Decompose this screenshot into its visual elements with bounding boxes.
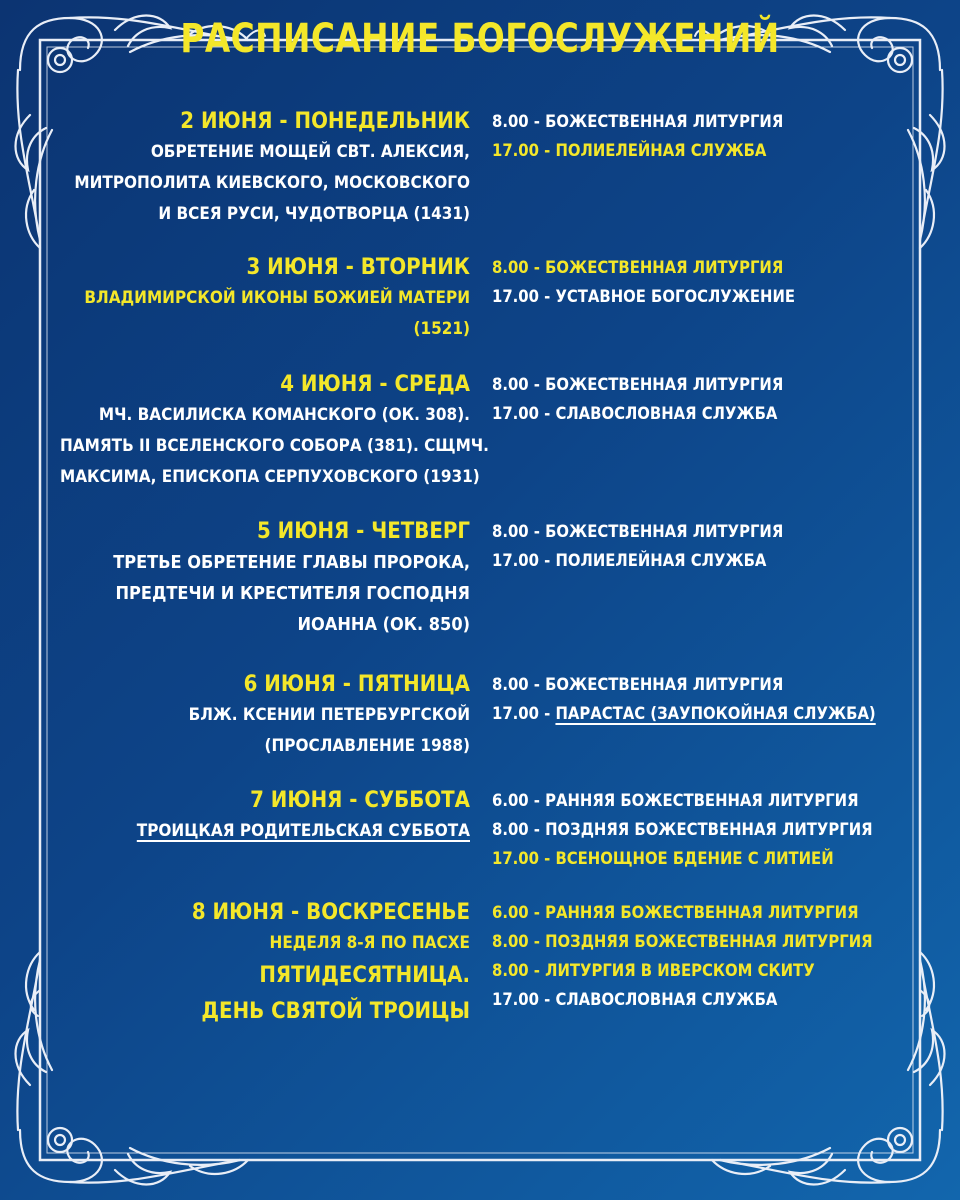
day-heading: 8 ИЮНЯ - ВОСКРЕСЕНЬЕ [191, 900, 470, 925]
service-time-prefix: 17.00 - [492, 704, 556, 723]
day-entry [60, 517, 940, 640]
day-heading: 6 ИЮНЯ - ПЯТНИЦА [243, 672, 470, 697]
feast-title: ПЯТИДЕСЯТНИЦА. [259, 963, 470, 988]
feast-description: ТРЕТЬЕ ОБРЕТЕНИЕ ГЛАВЫ ПРОРОКА, [113, 552, 470, 573]
service-time: 6.00 - РАННЯЯ БОЖЕСТВЕННАЯ ЛИТУРГИЯ [492, 791, 859, 810]
service-time: 6.00 - РАННЯЯ БОЖЕСТВЕННАЯ ЛИТУРГИЯ [492, 903, 859, 922]
feast-description: МАКСИМА, ЕПИСКОПА СЕРПУХОВСКОГО (1931) [60, 467, 480, 487]
service-time: 8.00 - БОЖЕСТВЕННАЯ ЛИТУРГИЯ [492, 522, 784, 541]
feast-description: МЧ. ВАСИЛИСКА КОМАНСКОГО (ОК. 308). [98, 405, 470, 425]
day-heading: 4 ИЮНЯ - СРЕДА [280, 372, 470, 397]
week-label: НЕДЕЛЯ 8-Я ПО ПАСХЕ [269, 933, 470, 953]
feast-description: ИОАННА (ОК. 850) [297, 614, 470, 635]
service-time: 8.00 - БОЖЕСТВЕННАЯ ЛИТУРГИЯ [492, 112, 784, 131]
feast-description: (ПРОСЛАВЛЕНИЕ 1988) [264, 736, 470, 756]
service-time [492, 699, 922, 728]
day-entry [60, 898, 940, 1030]
feast-description: БЛЖ. КСЕНИИ ПЕТЕРБУРГСКОЙ [188, 705, 470, 725]
feast-description: (1521) [413, 319, 470, 339]
service-time: 8.00 - ПОЗДНЯЯ БОЖЕСТВЕННАЯ ЛИТУРГИЯ [492, 932, 873, 951]
day-entry [60, 107, 940, 230]
feast-description: И ВСЕЯ РУСИ, ЧУДОТВОРЦА (1431) [158, 204, 470, 224]
feast-description: ПРЕДТЕЧИ И КРЕСТИТЕЛЯ ГОСПОДНЯ [115, 583, 470, 604]
day-heading: 2 ИЮНЯ - ПОНЕДЕЛЬНИК [180, 109, 470, 134]
day-entry [60, 253, 940, 345]
feast-link[interactable]: ТРОИЦКАЯ РОДИТЕЛЬСКАЯ СУББОТА [136, 821, 470, 841]
service-time: 17.00 - УСТАВНОЕ БОГОСЛУЖЕНИЕ [492, 287, 796, 306]
day-entry [60, 670, 940, 762]
service-time: 17.00 - СЛАВОСЛОВНАЯ СЛУЖБА [492, 990, 778, 1009]
service-time: 8.00 - БОЖЕСТВЕННАЯ ЛИТУРГИЯ [492, 375, 784, 394]
feast-description: ОБРЕТЕНИЕ МОЩЕЙ СВТ. АЛЕКСИЯ, [150, 142, 470, 162]
service-time: 8.00 - БОЖЕСТВЕННАЯ ЛИТУРГИЯ [492, 675, 784, 694]
day-entry [60, 370, 940, 493]
day-heading: 5 ИЮНЯ - ЧЕТВЕРГ [257, 519, 470, 544]
service-time: 8.00 - ЛИТУРГИЯ В ИВЕРСКОМ СКИТУ [492, 961, 815, 980]
day-entry [60, 786, 940, 873]
feast-description: ПАМЯТЬ II ВСЕЛЕНСКОГО СОБОРА (381). СЩМЧ. [60, 436, 489, 456]
service-time: 17.00 - ПОЛИЕЛЕЙНАЯ СЛУЖБА [492, 141, 767, 160]
service-time: 17.00 - ВСЕНОЩНОЕ БДЕНИЕ С ЛИТИЕЙ [492, 849, 834, 868]
feast-description: ВЛАДИМИРСКОЙ ИКОНЫ БОЖИЕЙ МАТЕРИ [84, 288, 470, 308]
service-time: 8.00 - ПОЗДНЯЯ БОЖЕСТВЕННАЯ ЛИТУРГИЯ [492, 820, 873, 839]
day-heading: 3 ИЮНЯ - ВТОРНИК [246, 255, 470, 280]
page-title: РАСПИСАНИЕ БОГОСЛУЖЕНИЙ [180, 16, 780, 62]
service-time: 17.00 - ПОЛИЕЛЕЙНАЯ СЛУЖБА [492, 551, 767, 570]
day-heading: 7 ИЮНЯ - СУББОТА [250, 788, 470, 813]
service-time: 17.00 - СЛАВОСЛОВНАЯ СЛУЖБА [492, 404, 778, 423]
feast-title: ДЕНЬ СВЯТОЙ ТРОИЦЫ [201, 999, 470, 1024]
feast-description [60, 816, 470, 847]
service-link[interactable]: ПАРАСТАС (ЗАУПОКОЙНАЯ СЛУЖБА) [555, 704, 876, 723]
service-time: 8.00 - БОЖЕСТВЕННАЯ ЛИТУРГИЯ [492, 258, 784, 277]
feast-description: МИТРОПОЛИТА КИЕВСКОГО, МОСКОВСКОГО [74, 173, 470, 193]
